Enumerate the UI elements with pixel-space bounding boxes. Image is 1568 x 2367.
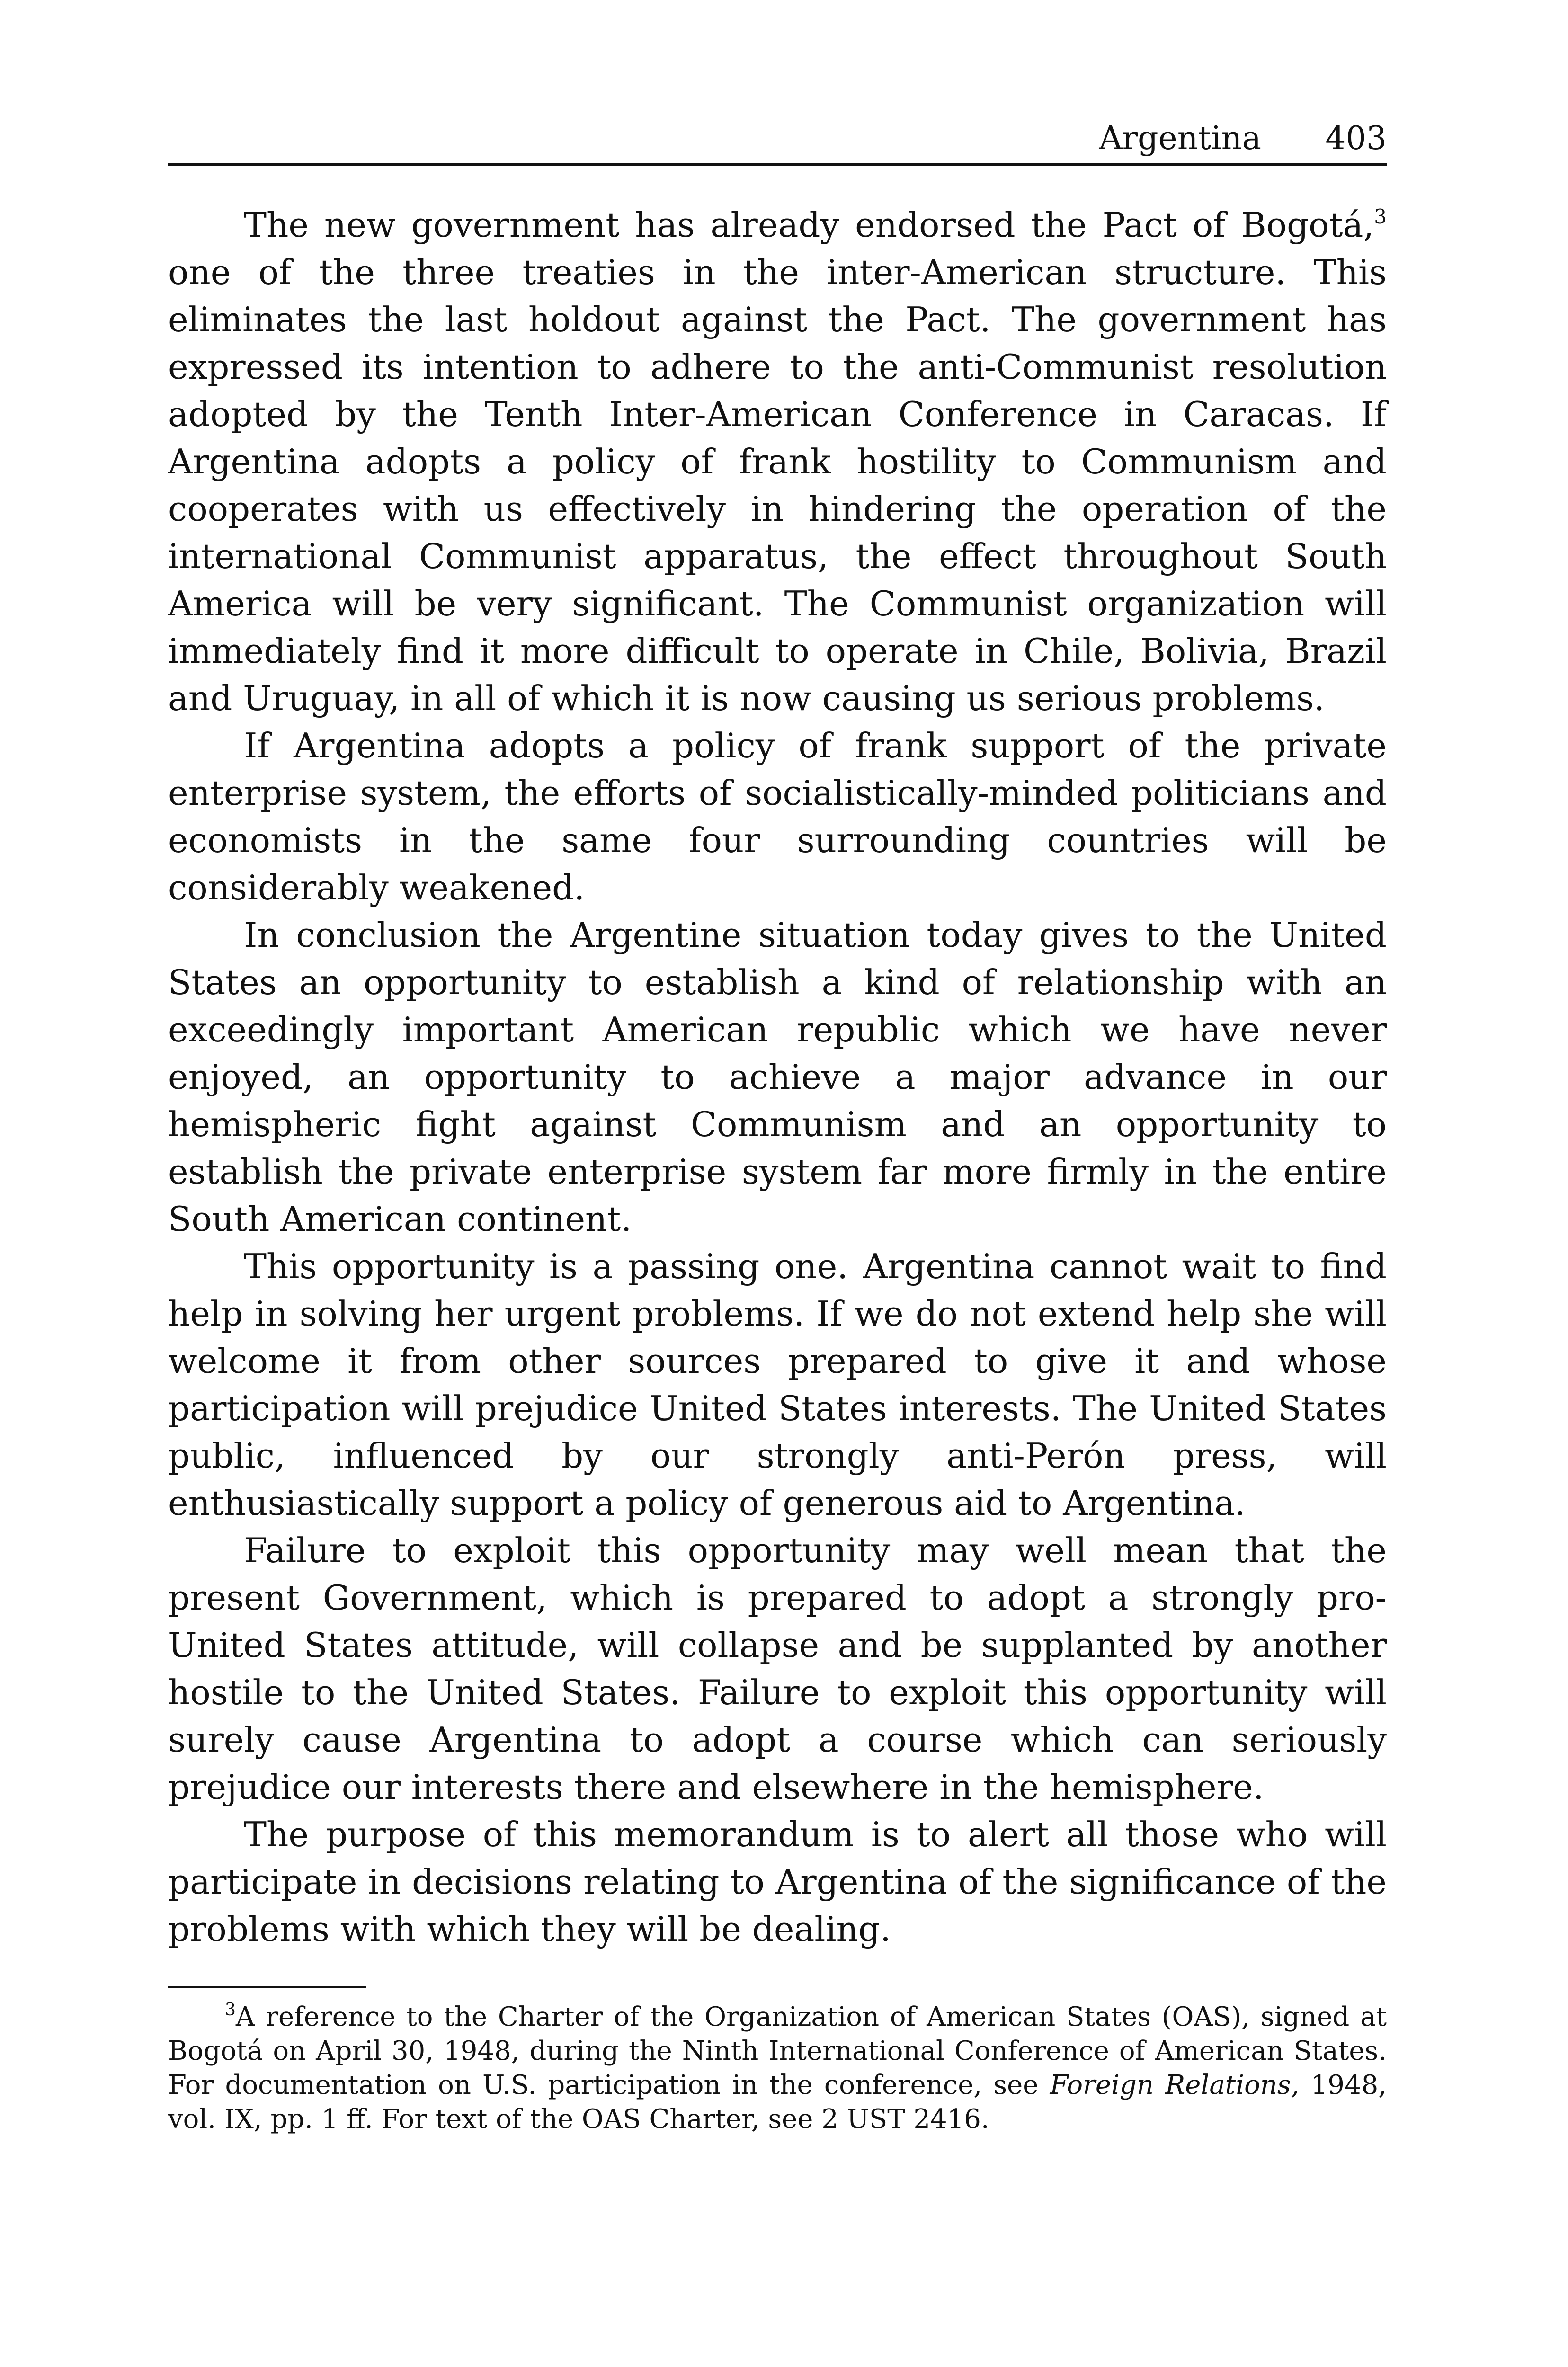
paragraph-1-text-start: The new government has already endorsed the Pact of Bogotá,	[244, 205, 1374, 245]
paragraph-5: Failure to exploit this opportunity may well mean that the present Government, which is prepared to adopt a strongly pro-United States attitude, will collapse and be supplanted by another hostile to the United States. Failure to exploit this opportunity will surely cause Argentina to adopt a course which can seriously prejudice our interests there and elsewhere in the hemisphere.	[168, 1531, 1387, 1807]
paragraph-1-text-end: one of the three treaties in the inter-American structure. This eliminates the last holdout against the Pact. The government has expressed its intention to adhere to the anti-Communist resolution adopted by the Tenth Inter-American Conference in Caracas. If Argentina adopts a policy of frank hostility to Communism and cooperates with us effectively in hindering the operation of the international Communist apparatus, the effect throughout South America will be very significant. The Communist organization will immediately find it more difficult to operate in Chile, Bolivia, Brazil and Uruguay, in all of which it is now causing us serious problems.	[168, 252, 1387, 718]
footnote-source-title: Foreign Relations,	[1050, 2070, 1300, 2100]
footnote-text-end: 1948, vol. IX, pp. 1 ff. For text of the OAS Charter, see 2 UST 2416.	[168, 2070, 1387, 2135]
paragraph-4: This opportunity is a passing one. Argentina cannot wait to find help in solving her urgent problems. If we do not extend help she will welcome it from other sources prepared to give it and whose participation will prejudice United States interests. The United States public, influenced by our strongly anti-Perón press, will enthusiastically support a policy of generous aid to Argentina.	[168, 1246, 1387, 1523]
paragraph-1	[168, 201, 1387, 722]
page-number: 403	[1325, 120, 1387, 157]
footnote-marker: 3	[225, 2000, 236, 2020]
paragraph-2: If Argentina adopts a policy of frank support of the private enterprise system, the efforts of socialistically-minded politicians and economists in the same four surrounding countries will be considerably weakened.	[168, 726, 1387, 908]
paragraph-6: The purpose of this memorandum is to alert all those who will participate in decisions relating to Argentina of the significance of the problems with which they will be dealing.	[168, 1815, 1387, 1949]
section-title: Argentina	[1099, 120, 1261, 157]
running-head	[168, 116, 1387, 166]
footnote-reference: 3	[1374, 205, 1387, 228]
footnote-text-start: A reference to the Charter of the Organization of American States (OAS), signed at Bogotá on April 30, 1948, during the Ninth International Conference of American States. For documentation on U.S. participation in the conference, see	[168, 2002, 1387, 2100]
footnote	[168, 2000, 1387, 2136]
paragraph-3: In conclusion the Argentine situation today gives to the United States an opportunity to establish a kind of relationship with an exceedingly important American republic which we have never enjoyed, an opportunity to achieve a major advance in our hemispheric fight against Communism and an opportunity to establish the private enterprise system far more firmly in the entire South American continent.	[168, 915, 1387, 1239]
footnote-divider	[168, 1986, 366, 1988]
body-text	[168, 201, 1387, 1953]
